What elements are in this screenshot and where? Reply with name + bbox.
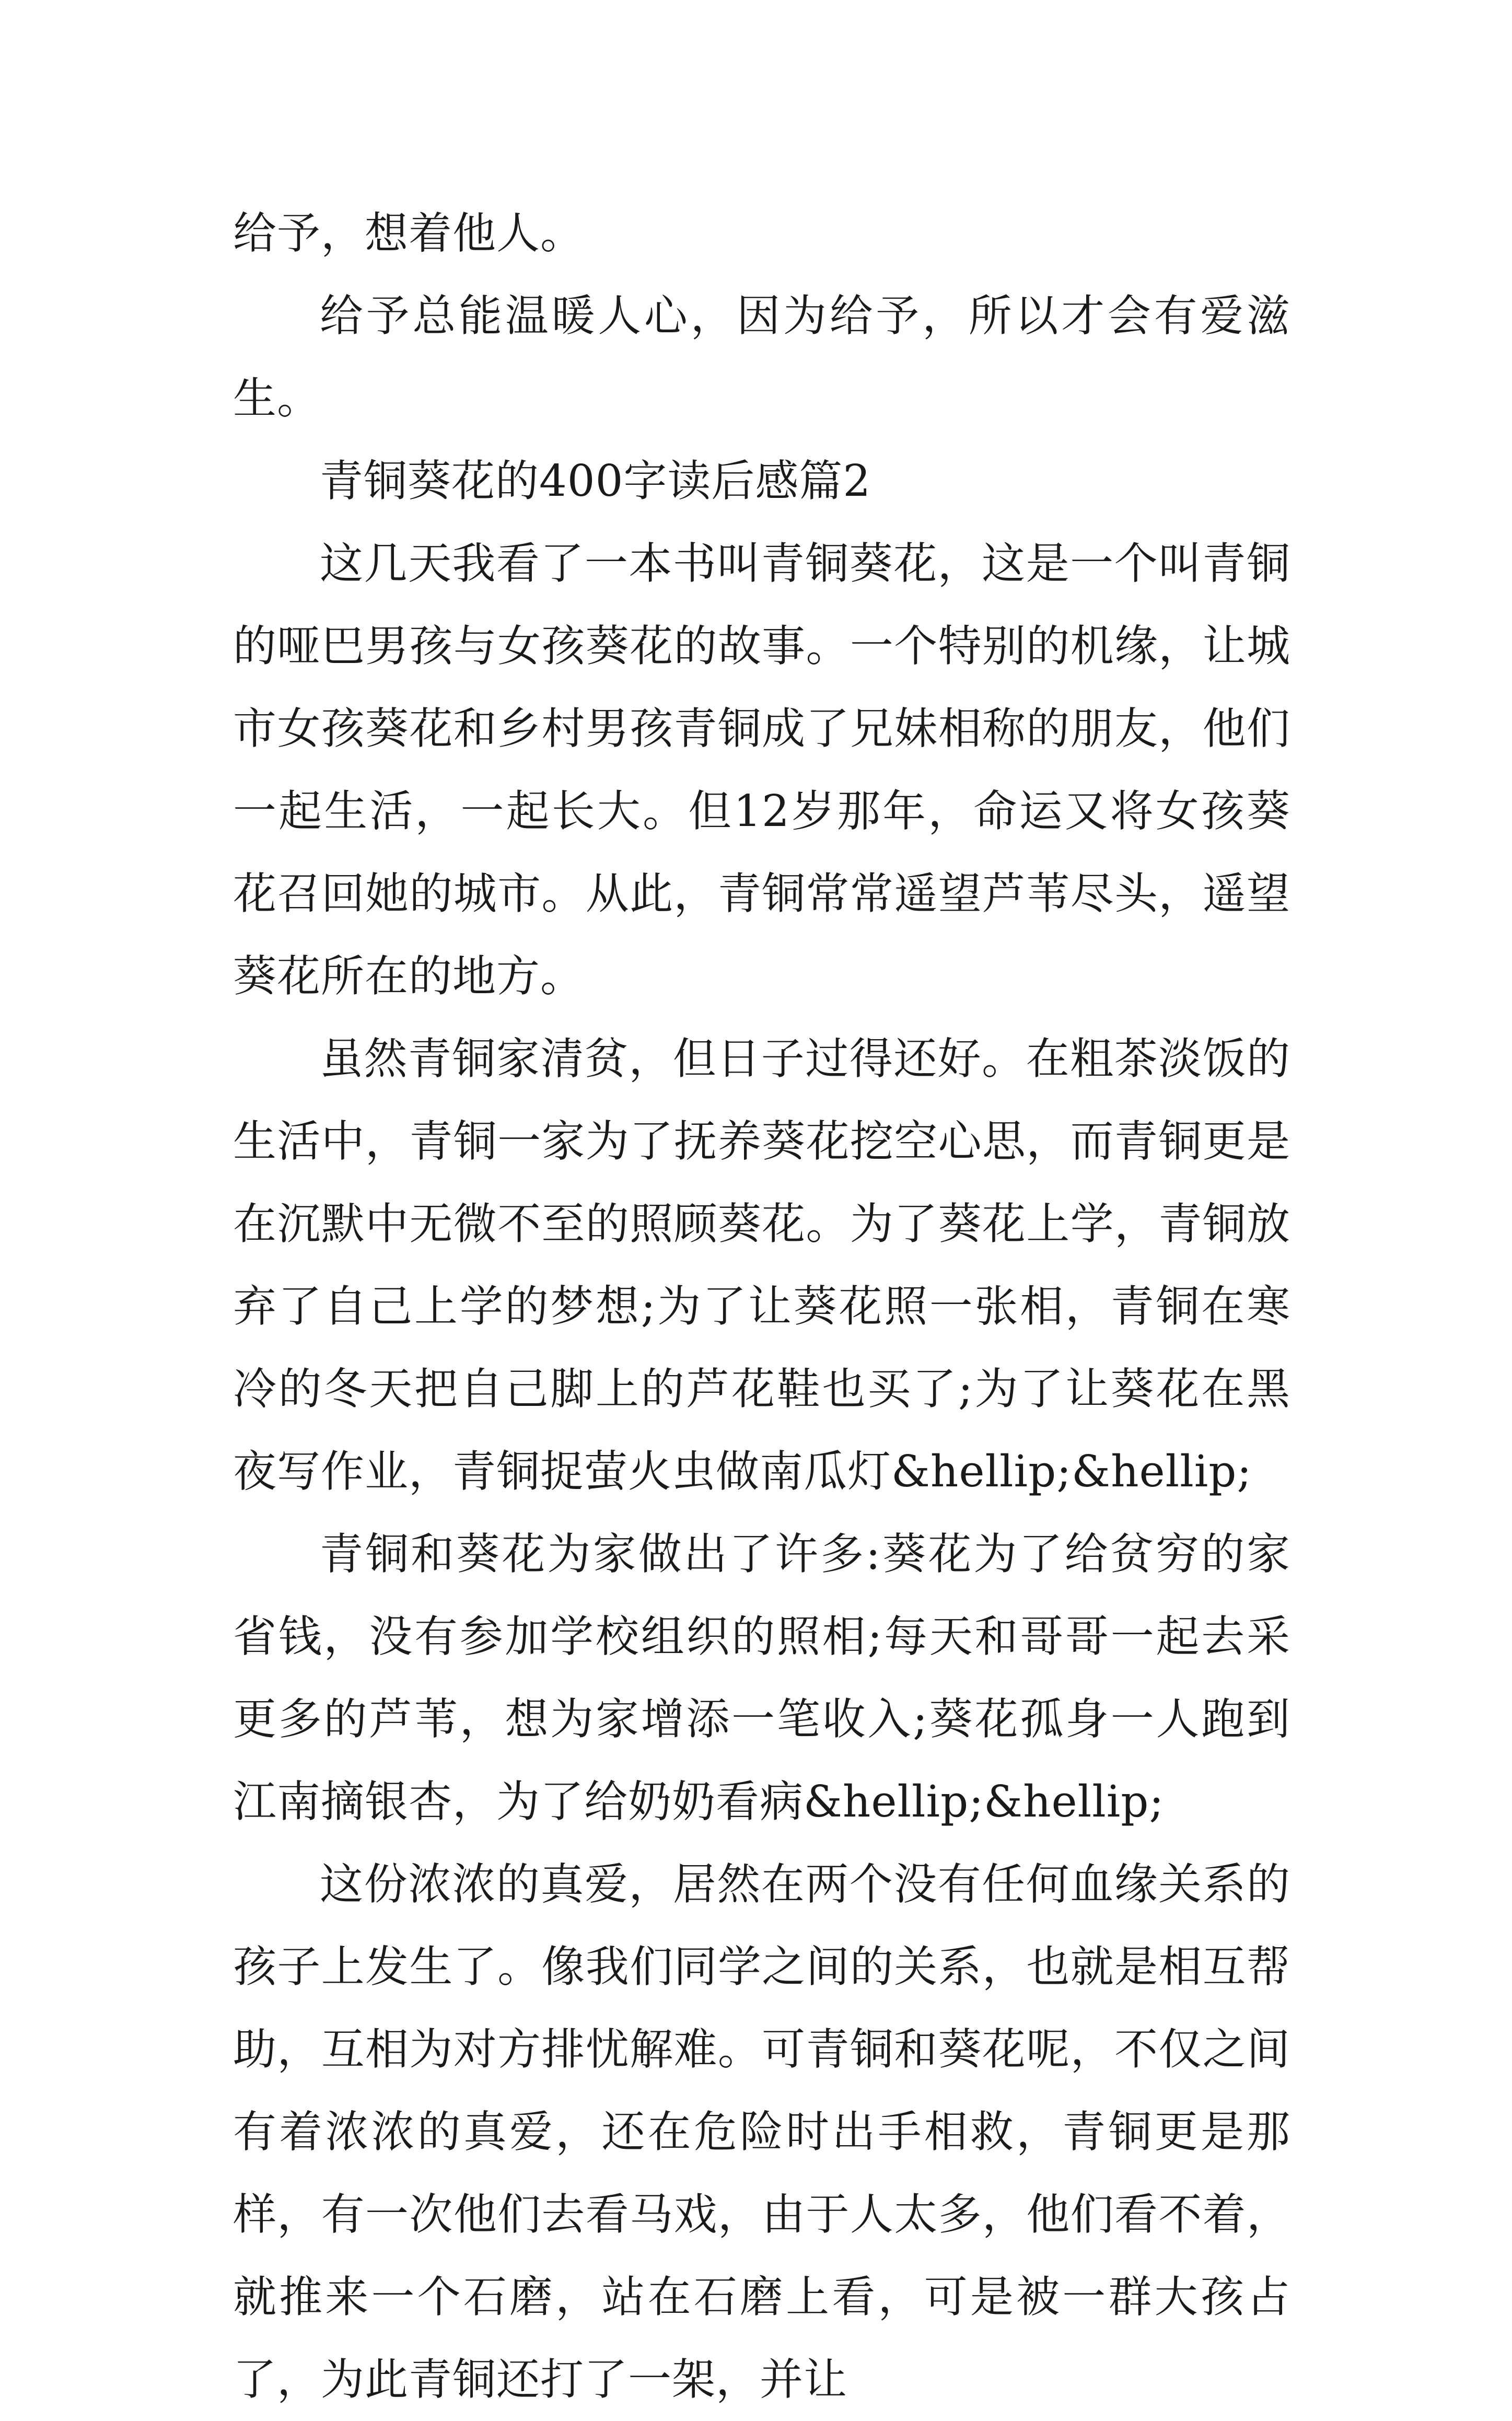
- paragraph: 虽然青铜家清贫，但日子过得还好。在粗茶淡饭的生活中，青铜一家为了抚养葵花挖空心思，而青铜更是在沉默中无微不至的照顾葵花。为了葵花上学，青铜放弃了自己上学的梦想;为了让葵花照一张相，青铜在寒冷的冬天把自己脚上的芦花鞋也买了;为了让葵花在黑夜写作业，青铜捉萤火虫做南瓜灯&hellip;&hellip;: [233, 1033, 1290, 1497]
- paragraph: 青铜和葵花为家做出了许多:葵花为了给贫穷的家省钱，没有参加学校组织的照相;每天和哥哥一起去采更多的芦苇，想为家增添一笔收入;葵花孤身一人跑到江南摘银杏，为了给奶奶看病&hellip;&hellip;: [233, 1529, 1290, 1827]
- document-body: [233, 192, 1290, 2421]
- paragraph: 给予，想着他人。: [233, 208, 584, 259]
- paragraph: 这份浓浓的真爱，居然在两个没有任何血缘关系的孩子上发生了。像我们同学之间的关系，也就是相互帮助，互相为对方排忧解难。可青铜和葵花呢，不仅之间有着浓浓的真爱，还在危险时出手相救，青铜更是那样，有一次他们去看马戏，由于人太多，他们看不着，就推来一个石磨，站在石磨上看，可是被一群大孩占了，为此青铜还打了一架，并让: [233, 1859, 1290, 2405]
- section-heading: 青铜葵花的400字读后感篇2: [320, 456, 871, 506]
- paragraph: 给予总能温暖人心，因为给予，所以才会有爱滋生。: [233, 290, 1290, 424]
- paragraph: 这几天我看了一本书叫青铜葵花，这是一个叫青铜的哑巴男孩与女孩葵花的故事。一个特别的机缘，让城市女孩葵花和乡村男孩青铜成了兄妹相称的朋友，他们一起生活，一起长大。但12岁那年，命运又将女孩葵花召回她的城市。从此，青铜常常遥望芦苇尽头，遥望葵花所在的地方。: [233, 538, 1290, 1002]
